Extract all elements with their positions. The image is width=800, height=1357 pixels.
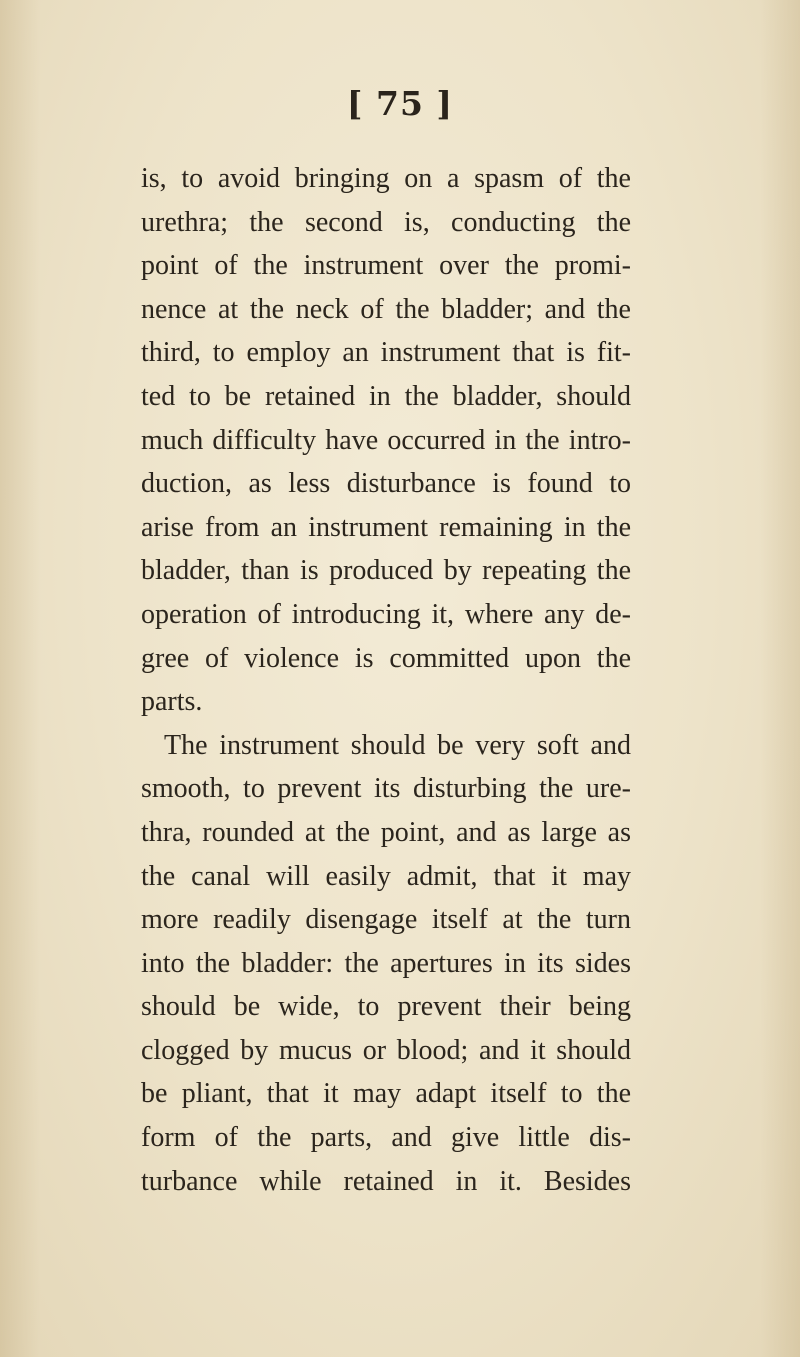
- text-line: duction, as less disturbance is found to: [141, 468, 631, 500]
- text-line: should be wide, to prevent their being: [141, 991, 631, 1023]
- text-line: smooth, to prevent its disturbing the ure-: [141, 773, 631, 805]
- text-line: ted to be retained in the bladder, should: [141, 380, 631, 412]
- text-line: third, to employ an instrument that is fit-: [141, 337, 631, 369]
- text-line: point of the instrument over the promi-: [141, 250, 631, 282]
- text-line: arise from an instrument remaining in the: [141, 511, 631, 543]
- text-line: more readily disengage itself at the turn: [141, 904, 631, 936]
- paragraph-start-line: The instrument should be very soft and: [164, 729, 631, 761]
- text-line: into the bladder: the apertures in its sides: [141, 947, 631, 979]
- text-line: the canal will easily admit, that it may: [141, 860, 631, 892]
- text-line: much difficulty have occurred in the intro-: [141, 424, 631, 456]
- text-line: bladder, than is produced by repeating the: [141, 555, 631, 587]
- text-line: operation of introducing it, where any de-: [141, 598, 631, 630]
- page-number: [ 75 ]: [346, 84, 454, 123]
- text-line: nence at the neck of the bladder; and the: [141, 293, 631, 325]
- right-edge-shading: [760, 0, 800, 1357]
- text-line: gree of violence is committed upon the: [141, 642, 631, 674]
- text-line: thra, rounded at the point, and as large as: [141, 816, 631, 848]
- text-line: is, to avoid bringing on a spasm of the: [141, 163, 631, 194]
- text-line: form of the parts, and give little dis-: [141, 1122, 631, 1154]
- body-text: [141, 157, 631, 1203]
- text-line: urethra; the second is, conducting the: [141, 206, 631, 238]
- paragraph-end-line: parts.: [141, 686, 203, 718]
- text-line: clogged by mucus or blood; and it should: [141, 1034, 631, 1066]
- text-line: turbance while retained in it. Besides: [141, 1165, 631, 1197]
- left-edge-shading: [0, 0, 40, 1357]
- text-line: be pliant, that it may adapt itself to the: [141, 1078, 631, 1110]
